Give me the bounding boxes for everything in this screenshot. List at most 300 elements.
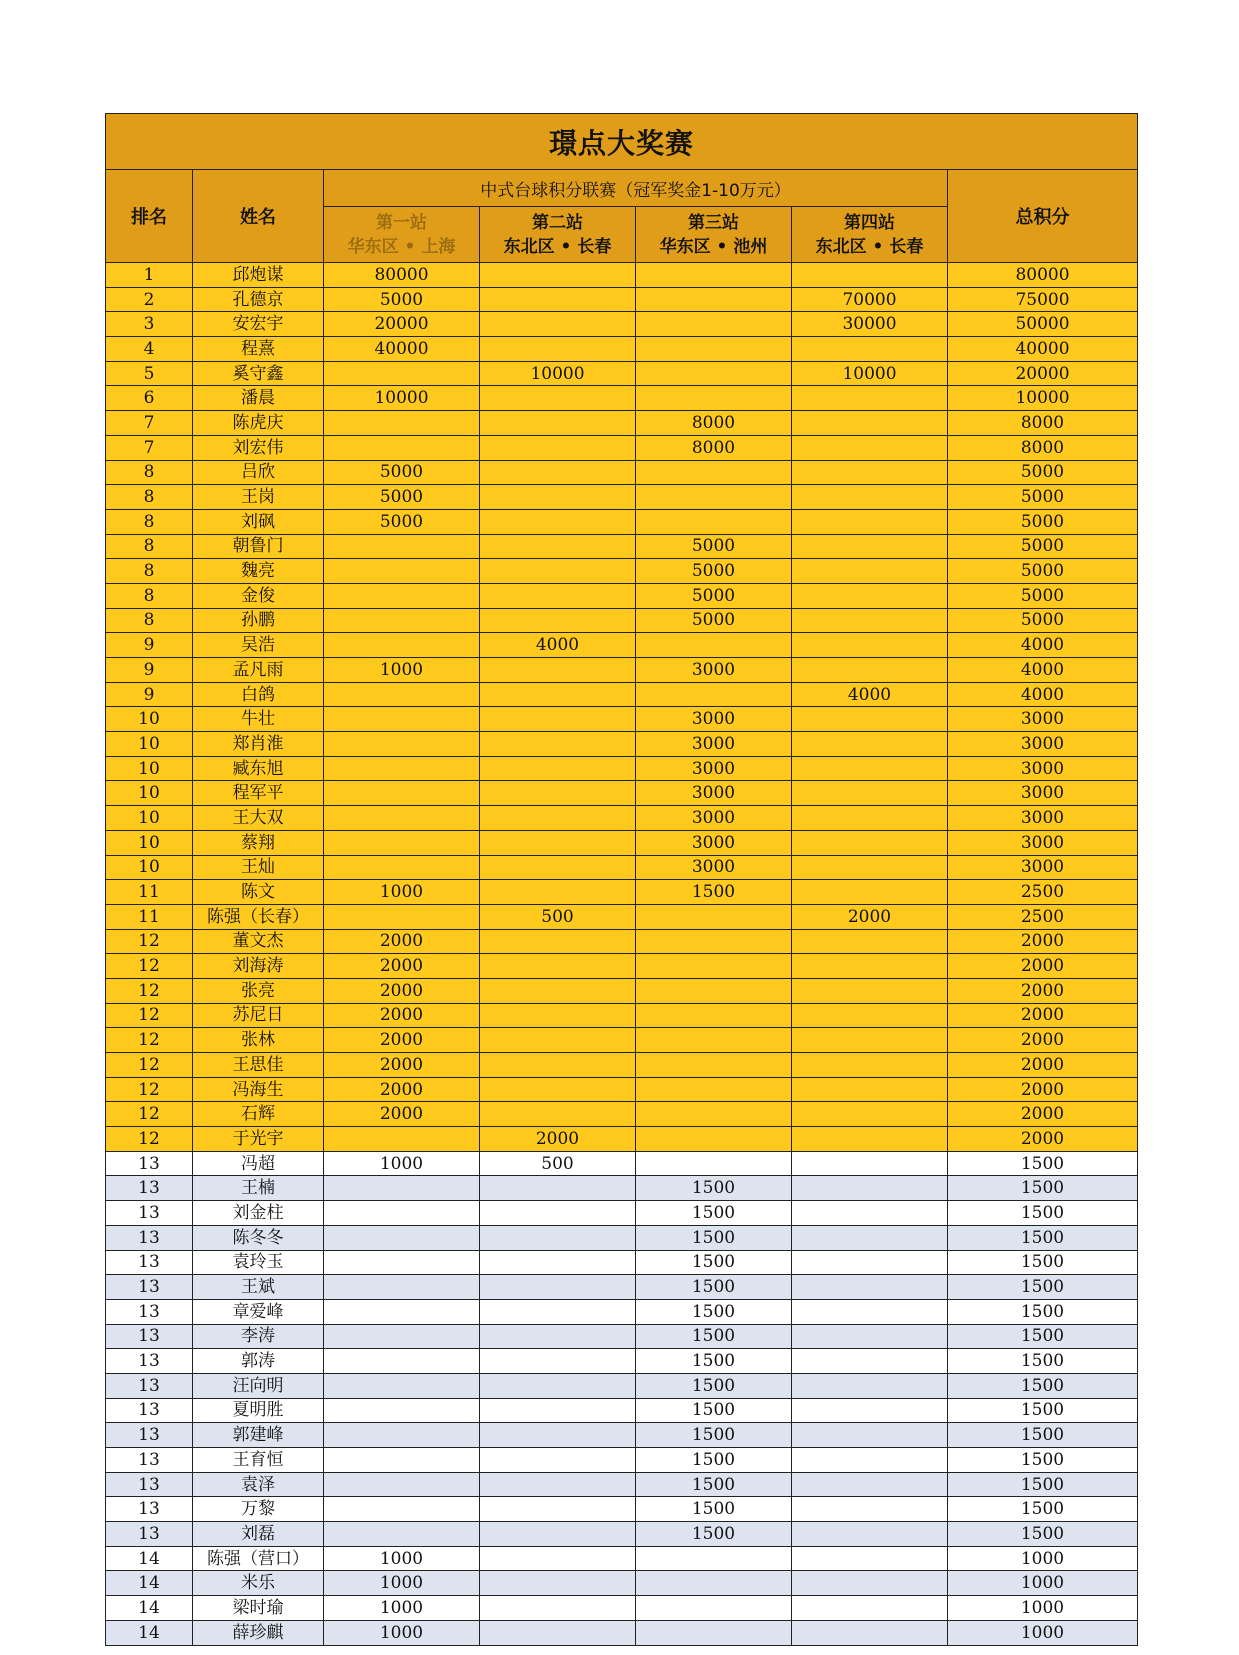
table-row bbox=[106, 460, 1138, 485]
rank-cell: 10 bbox=[106, 756, 193, 781]
stage2-points-cell bbox=[480, 1077, 636, 1102]
stage1-points-cell bbox=[324, 633, 480, 658]
stage4-points-cell bbox=[792, 1398, 948, 1423]
name-cell: 冯超 bbox=[193, 1151, 324, 1176]
rank-cell: 13 bbox=[106, 1225, 193, 1250]
stage2-points-cell: 500 bbox=[480, 1151, 636, 1176]
total-points-cell: 10000 bbox=[948, 386, 1138, 411]
stage2-points-cell bbox=[480, 732, 636, 757]
stage3-points-cell bbox=[636, 1127, 792, 1152]
rank-cell: 10 bbox=[106, 830, 193, 855]
stage4-points-cell: 10000 bbox=[792, 361, 948, 386]
table-row bbox=[106, 1275, 1138, 1300]
stage4-points-cell bbox=[792, 1201, 948, 1226]
stage-header-3 bbox=[636, 207, 792, 263]
stage1-points-cell bbox=[324, 1299, 480, 1324]
rank-cell: 13 bbox=[106, 1151, 193, 1176]
rank-cell: 13 bbox=[106, 1299, 193, 1324]
table-row bbox=[106, 361, 1138, 386]
rank-cell: 12 bbox=[106, 1077, 193, 1102]
total-points-cell: 2500 bbox=[948, 904, 1138, 929]
stage3-points-cell: 1500 bbox=[636, 1275, 792, 1300]
table-row bbox=[106, 386, 1138, 411]
stage1-points-cell: 1000 bbox=[324, 880, 480, 905]
stage1-points-cell bbox=[324, 1497, 480, 1522]
stage3-points-cell bbox=[636, 287, 792, 312]
stage3-points-cell: 1500 bbox=[636, 880, 792, 905]
total-points-cell: 3000 bbox=[948, 707, 1138, 732]
rank-cell: 12 bbox=[106, 1102, 193, 1127]
table-row bbox=[106, 781, 1138, 806]
stage3-points-cell bbox=[636, 633, 792, 658]
table-row bbox=[106, 1423, 1138, 1448]
stage3-points-cell: 1500 bbox=[636, 1201, 792, 1226]
table-row bbox=[106, 978, 1138, 1003]
stage2-points-cell bbox=[480, 1423, 636, 1448]
stage1-points-cell bbox=[324, 361, 480, 386]
table-row bbox=[106, 855, 1138, 880]
stage4-points-cell bbox=[792, 485, 948, 510]
rank-cell: 11 bbox=[106, 904, 193, 929]
table-row bbox=[106, 1398, 1138, 1423]
total-points-cell: 1500 bbox=[948, 1275, 1138, 1300]
stage2-points-cell bbox=[480, 756, 636, 781]
name-cell: 李涛 bbox=[193, 1324, 324, 1349]
stage2-points-cell bbox=[480, 608, 636, 633]
stage3-points-cell bbox=[636, 1620, 792, 1645]
name-cell: 奚守鑫 bbox=[193, 361, 324, 386]
stage2-points-cell bbox=[480, 1003, 636, 1028]
stage1-points-cell bbox=[324, 1201, 480, 1226]
rank-cell: 11 bbox=[106, 880, 193, 905]
total-points-cell: 20000 bbox=[948, 361, 1138, 386]
name-cell: 袁泽 bbox=[193, 1472, 324, 1497]
stage3-points-cell bbox=[636, 682, 792, 707]
table-row bbox=[106, 633, 1138, 658]
stage4-points-cell bbox=[792, 732, 948, 757]
stage2-points-cell bbox=[480, 1373, 636, 1398]
name-cell: 陈强（长春） bbox=[193, 904, 324, 929]
stage1-points-cell: 1000 bbox=[324, 1151, 480, 1176]
stage4-points-cell bbox=[792, 1349, 948, 1374]
name-cell: 郑肖淮 bbox=[193, 732, 324, 757]
stage4-points-cell bbox=[792, 756, 948, 781]
total-points-cell: 3000 bbox=[948, 830, 1138, 855]
rank-cell: 7 bbox=[106, 435, 193, 460]
stage2-points-cell bbox=[480, 509, 636, 534]
stage4-points-cell bbox=[792, 806, 948, 831]
stage3-points-cell bbox=[636, 929, 792, 954]
stage1-points-cell bbox=[324, 1398, 480, 1423]
stage1-points-cell bbox=[324, 1250, 480, 1275]
stage1-points-cell bbox=[324, 806, 480, 831]
stage2-points-cell bbox=[480, 1472, 636, 1497]
table-row bbox=[106, 1127, 1138, 1152]
stage3-points-cell: 1500 bbox=[636, 1225, 792, 1250]
stage1-points-cell: 1000 bbox=[324, 1596, 480, 1621]
stage3-points-cell: 1500 bbox=[636, 1373, 792, 1398]
stage1-points-cell: 2000 bbox=[324, 1077, 480, 1102]
stage-location: 东北区 • 长春 bbox=[503, 236, 612, 257]
table-row bbox=[106, 485, 1138, 510]
stage2-points-cell: 2000 bbox=[480, 1127, 636, 1152]
stage3-points-cell: 1500 bbox=[636, 1176, 792, 1201]
table-row bbox=[106, 830, 1138, 855]
rank-cell: 12 bbox=[106, 954, 193, 979]
stage3-points-cell bbox=[636, 1102, 792, 1127]
stage3-points-cell bbox=[636, 904, 792, 929]
stage3-points-cell bbox=[636, 337, 792, 362]
rank-cell: 13 bbox=[106, 1250, 193, 1275]
total-points-cell: 1500 bbox=[948, 1176, 1138, 1201]
rank-cell: 12 bbox=[106, 1028, 193, 1053]
total-points-cell: 1000 bbox=[948, 1596, 1138, 1621]
stage2-points-cell bbox=[480, 658, 636, 683]
stage1-points-cell: 10000 bbox=[324, 386, 480, 411]
stage-name: 第一站 bbox=[376, 212, 427, 233]
stage2-points-cell bbox=[480, 485, 636, 510]
total-points-cell: 3000 bbox=[948, 855, 1138, 880]
rank-cell: 8 bbox=[106, 559, 193, 584]
stage4-points-cell bbox=[792, 1299, 948, 1324]
name-cell: 于光宇 bbox=[193, 1127, 324, 1152]
rank-cell: 14 bbox=[106, 1596, 193, 1621]
name-cell: 刘砜 bbox=[193, 509, 324, 534]
stage1-points-cell bbox=[324, 1127, 480, 1152]
stage1-points-cell bbox=[324, 1324, 480, 1349]
stage3-points-cell: 3000 bbox=[636, 781, 792, 806]
stage4-points-cell bbox=[792, 880, 948, 905]
stage2-points-cell bbox=[480, 880, 636, 905]
total-points-cell: 4000 bbox=[948, 682, 1138, 707]
rank-cell: 13 bbox=[106, 1275, 193, 1300]
table-row bbox=[106, 880, 1138, 905]
rank-cell: 1 bbox=[106, 263, 193, 288]
stage2-points-cell bbox=[480, 460, 636, 485]
stage4-points-cell bbox=[792, 534, 948, 559]
total-points-cell: 5000 bbox=[948, 583, 1138, 608]
stage3-points-cell: 1500 bbox=[636, 1472, 792, 1497]
stage3-points-cell: 3000 bbox=[636, 707, 792, 732]
stage4-points-cell bbox=[792, 707, 948, 732]
stage1-points-cell: 20000 bbox=[324, 312, 480, 337]
stage3-points-cell: 3000 bbox=[636, 756, 792, 781]
stage4-points-cell bbox=[792, 1497, 948, 1522]
rank-cell: 6 bbox=[106, 386, 193, 411]
name-cell: 孙鹏 bbox=[193, 608, 324, 633]
stage4-points-cell bbox=[792, 1102, 948, 1127]
stage4-points-cell bbox=[792, 1546, 948, 1571]
rank-cell: 13 bbox=[106, 1448, 193, 1473]
stage3-points-cell bbox=[636, 509, 792, 534]
rank-cell: 12 bbox=[106, 1053, 193, 1078]
table-row bbox=[106, 1472, 1138, 1497]
rank-cell: 8 bbox=[106, 608, 193, 633]
total-points-cell: 5000 bbox=[948, 534, 1138, 559]
stage4-points-cell bbox=[792, 633, 948, 658]
stage3-points-cell bbox=[636, 954, 792, 979]
total-points-cell: 1500 bbox=[948, 1151, 1138, 1176]
name-cell: 吴浩 bbox=[193, 633, 324, 658]
stage4-points-cell bbox=[792, 337, 948, 362]
rank-cell: 9 bbox=[106, 633, 193, 658]
stage2-points-cell bbox=[480, 1176, 636, 1201]
stage4-points-cell bbox=[792, 1571, 948, 1596]
stage2-points-cell bbox=[480, 435, 636, 460]
name-cell: 潘晨 bbox=[193, 386, 324, 411]
stage-name: 第三站 bbox=[688, 212, 739, 233]
stage4-points-cell bbox=[792, 435, 948, 460]
stage3-points-cell bbox=[636, 1596, 792, 1621]
stage4-points-cell bbox=[792, 1225, 948, 1250]
stage1-points-cell: 2000 bbox=[324, 954, 480, 979]
table-body bbox=[106, 263, 1138, 1646]
table-row bbox=[106, 534, 1138, 559]
stage-header-2 bbox=[480, 207, 636, 263]
stage4-points-cell bbox=[792, 781, 948, 806]
stage4-points-cell bbox=[792, 1003, 948, 1028]
stage-header-1 bbox=[324, 207, 480, 263]
stage3-points-cell: 8000 bbox=[636, 435, 792, 460]
total-points-cell: 2000 bbox=[948, 1028, 1138, 1053]
stage3-points-cell bbox=[636, 1028, 792, 1053]
table-row bbox=[106, 1522, 1138, 1547]
stage3-points-cell: 3000 bbox=[636, 806, 792, 831]
name-cell: 孟凡雨 bbox=[193, 658, 324, 683]
table-row bbox=[106, 904, 1138, 929]
total-points-cell: 1500 bbox=[948, 1250, 1138, 1275]
stage2-points-cell bbox=[480, 1250, 636, 1275]
stage4-points-cell bbox=[792, 583, 948, 608]
stage4-points-cell bbox=[792, 1176, 948, 1201]
rank-cell: 12 bbox=[106, 1003, 193, 1028]
stage1-points-cell bbox=[324, 1275, 480, 1300]
stage3-points-cell: 1500 bbox=[636, 1324, 792, 1349]
stage1-points-cell: 2000 bbox=[324, 1053, 480, 1078]
rank-cell: 8 bbox=[106, 534, 193, 559]
rank-cell: 4 bbox=[106, 337, 193, 362]
name-cell: 金俊 bbox=[193, 583, 324, 608]
stage4-points-cell: 70000 bbox=[792, 287, 948, 312]
rank-cell: 14 bbox=[106, 1546, 193, 1571]
total-points-cell: 5000 bbox=[948, 460, 1138, 485]
stage1-points-cell bbox=[324, 534, 480, 559]
stage1-points-cell: 1000 bbox=[324, 1620, 480, 1645]
name-cell: 安宏宇 bbox=[193, 312, 324, 337]
stage2-points-cell bbox=[480, 1571, 636, 1596]
stage1-points-cell bbox=[324, 707, 480, 732]
stage3-points-cell: 3000 bbox=[636, 732, 792, 757]
rank-cell: 13 bbox=[106, 1176, 193, 1201]
total-points-cell: 3000 bbox=[948, 756, 1138, 781]
stage1-points-cell bbox=[324, 1423, 480, 1448]
stage3-points-cell bbox=[636, 1077, 792, 1102]
rank-cell: 13 bbox=[106, 1349, 193, 1374]
total-points-cell: 1500 bbox=[948, 1398, 1138, 1423]
stage3-points-cell: 1500 bbox=[636, 1497, 792, 1522]
total-points-cell: 1500 bbox=[948, 1522, 1138, 1547]
stage3-points-cell: 1500 bbox=[636, 1299, 792, 1324]
stage3-points-cell: 1500 bbox=[636, 1250, 792, 1275]
name-cell: 蔡翔 bbox=[193, 830, 324, 855]
stage1-points-cell bbox=[324, 732, 480, 757]
table-row bbox=[106, 1225, 1138, 1250]
table-row bbox=[106, 1373, 1138, 1398]
stage2-points-cell bbox=[480, 1201, 636, 1226]
table-row bbox=[106, 1250, 1138, 1275]
table-row bbox=[106, 559, 1138, 584]
stage2-points-cell bbox=[480, 1299, 636, 1324]
stage4-points-cell bbox=[792, 1448, 948, 1473]
stage1-points-cell: 2000 bbox=[324, 1003, 480, 1028]
stage3-points-cell bbox=[636, 386, 792, 411]
stage1-points-cell bbox=[324, 1373, 480, 1398]
total-points-cell: 1500 bbox=[948, 1497, 1138, 1522]
stage2-points-cell bbox=[480, 411, 636, 436]
rank-cell: 13 bbox=[106, 1201, 193, 1226]
stage4-points-cell bbox=[792, 509, 948, 534]
stage1-points-cell bbox=[324, 583, 480, 608]
stage1-points-cell: 5000 bbox=[324, 485, 480, 510]
rank-cell: 13 bbox=[106, 1398, 193, 1423]
total-points-cell: 80000 bbox=[948, 263, 1138, 288]
name-cell: 张亮 bbox=[193, 978, 324, 1003]
stage4-points-cell bbox=[792, 1423, 948, 1448]
rank-cell: 12 bbox=[106, 929, 193, 954]
rank-cell: 9 bbox=[106, 658, 193, 683]
total-points-cell: 2000 bbox=[948, 929, 1138, 954]
stage4-points-cell bbox=[792, 1373, 948, 1398]
stage2-points-cell bbox=[480, 583, 636, 608]
stage4-points-cell: 30000 bbox=[792, 312, 948, 337]
table-row bbox=[106, 658, 1138, 683]
name-cell: 吕欣 bbox=[193, 460, 324, 485]
stage4-points-cell bbox=[792, 608, 948, 633]
stage2-points-cell bbox=[480, 1275, 636, 1300]
stage1-points-cell bbox=[324, 781, 480, 806]
stage1-points-cell: 80000 bbox=[324, 263, 480, 288]
table-row bbox=[106, 707, 1138, 732]
total-points-cell: 40000 bbox=[948, 337, 1138, 362]
table-row bbox=[106, 337, 1138, 362]
name-cell: 程军平 bbox=[193, 781, 324, 806]
table-row bbox=[106, 954, 1138, 979]
name-cell: 程熹 bbox=[193, 337, 324, 362]
stage3-points-cell bbox=[636, 312, 792, 337]
rank-cell: 13 bbox=[106, 1324, 193, 1349]
stage3-points-cell: 5000 bbox=[636, 608, 792, 633]
name-cell: 苏尼日 bbox=[193, 1003, 324, 1028]
total-points-cell: 8000 bbox=[948, 435, 1138, 460]
stage4-points-cell bbox=[792, 855, 948, 880]
stage3-points-cell: 1500 bbox=[636, 1423, 792, 1448]
stage1-points-cell bbox=[324, 682, 480, 707]
stage1-points-cell bbox=[324, 1472, 480, 1497]
table-row bbox=[106, 1571, 1138, 1596]
stage2-points-cell: 10000 bbox=[480, 361, 636, 386]
name-cell: 刘海涛 bbox=[193, 954, 324, 979]
stage4-points-cell bbox=[792, 263, 948, 288]
stage1-points-cell bbox=[324, 756, 480, 781]
rank-cell: 10 bbox=[106, 707, 193, 732]
name-cell: 米乐 bbox=[193, 1571, 324, 1596]
stage1-points-cell: 2000 bbox=[324, 978, 480, 1003]
total-points-cell: 4000 bbox=[948, 633, 1138, 658]
total-points-cell: 3000 bbox=[948, 732, 1138, 757]
stage4-points-cell bbox=[792, 1250, 948, 1275]
stage3-points-cell bbox=[636, 1571, 792, 1596]
rank-cell: 13 bbox=[106, 1373, 193, 1398]
total-points-cell: 1500 bbox=[948, 1423, 1138, 1448]
name-cell: 陈虎庆 bbox=[193, 411, 324, 436]
rank-cell: 7 bbox=[106, 411, 193, 436]
rank-cell: 5 bbox=[106, 361, 193, 386]
total-points-cell: 2000 bbox=[948, 978, 1138, 1003]
total-points-cell: 2000 bbox=[948, 1127, 1138, 1152]
stage2-points-cell bbox=[480, 559, 636, 584]
name-header: 姓名 bbox=[193, 170, 324, 263]
name-cell: 邱炮谋 bbox=[193, 263, 324, 288]
stage2-points-cell bbox=[480, 682, 636, 707]
total-points-cell: 8000 bbox=[948, 411, 1138, 436]
name-cell: 章爱峰 bbox=[193, 1299, 324, 1324]
total-points-cell: 1500 bbox=[948, 1201, 1138, 1226]
rank-cell: 10 bbox=[106, 732, 193, 757]
rank-cell: 8 bbox=[106, 509, 193, 534]
table-row bbox=[106, 1053, 1138, 1078]
stage2-points-cell bbox=[480, 1497, 636, 1522]
stage4-points-cell bbox=[792, 1620, 948, 1645]
table-row bbox=[106, 1003, 1138, 1028]
name-cell: 牛壮 bbox=[193, 707, 324, 732]
table-row bbox=[106, 1028, 1138, 1053]
stage3-points-cell: 3000 bbox=[636, 855, 792, 880]
stage4-points-cell bbox=[792, 658, 948, 683]
stage4-points-cell bbox=[792, 1596, 948, 1621]
stage2-points-cell bbox=[480, 1225, 636, 1250]
stage2-points-cell bbox=[480, 929, 636, 954]
rank-cell: 10 bbox=[106, 855, 193, 880]
stage-header-4 bbox=[792, 207, 948, 263]
stage-location: 华东区 • 池州 bbox=[659, 236, 768, 257]
stage2-points-cell bbox=[480, 386, 636, 411]
table-row bbox=[106, 1497, 1138, 1522]
stage1-points-cell: 2000 bbox=[324, 1028, 480, 1053]
stage2-points-cell bbox=[480, 337, 636, 362]
stage1-points-cell bbox=[324, 1225, 480, 1250]
rank-cell: 9 bbox=[106, 682, 193, 707]
stage1-points-cell: 1000 bbox=[324, 1546, 480, 1571]
table-row bbox=[106, 583, 1138, 608]
table-row bbox=[106, 1102, 1138, 1127]
total-points-cell: 5000 bbox=[948, 485, 1138, 510]
rank-cell: 8 bbox=[106, 485, 193, 510]
table-row bbox=[106, 806, 1138, 831]
stage-location: 东北区 • 长春 bbox=[815, 236, 924, 257]
rank-cell: 2 bbox=[106, 287, 193, 312]
table-row bbox=[106, 1620, 1138, 1645]
table-row bbox=[106, 1299, 1138, 1324]
table-row bbox=[106, 732, 1138, 757]
total-points-cell: 1000 bbox=[948, 1620, 1138, 1645]
name-cell: 陈强（营口） bbox=[193, 1546, 324, 1571]
stage3-points-cell bbox=[636, 460, 792, 485]
stage3-points-cell: 3000 bbox=[636, 830, 792, 855]
stage2-points-cell bbox=[480, 781, 636, 806]
table-row bbox=[106, 1324, 1138, 1349]
table-row bbox=[106, 435, 1138, 460]
table-row bbox=[106, 509, 1138, 534]
